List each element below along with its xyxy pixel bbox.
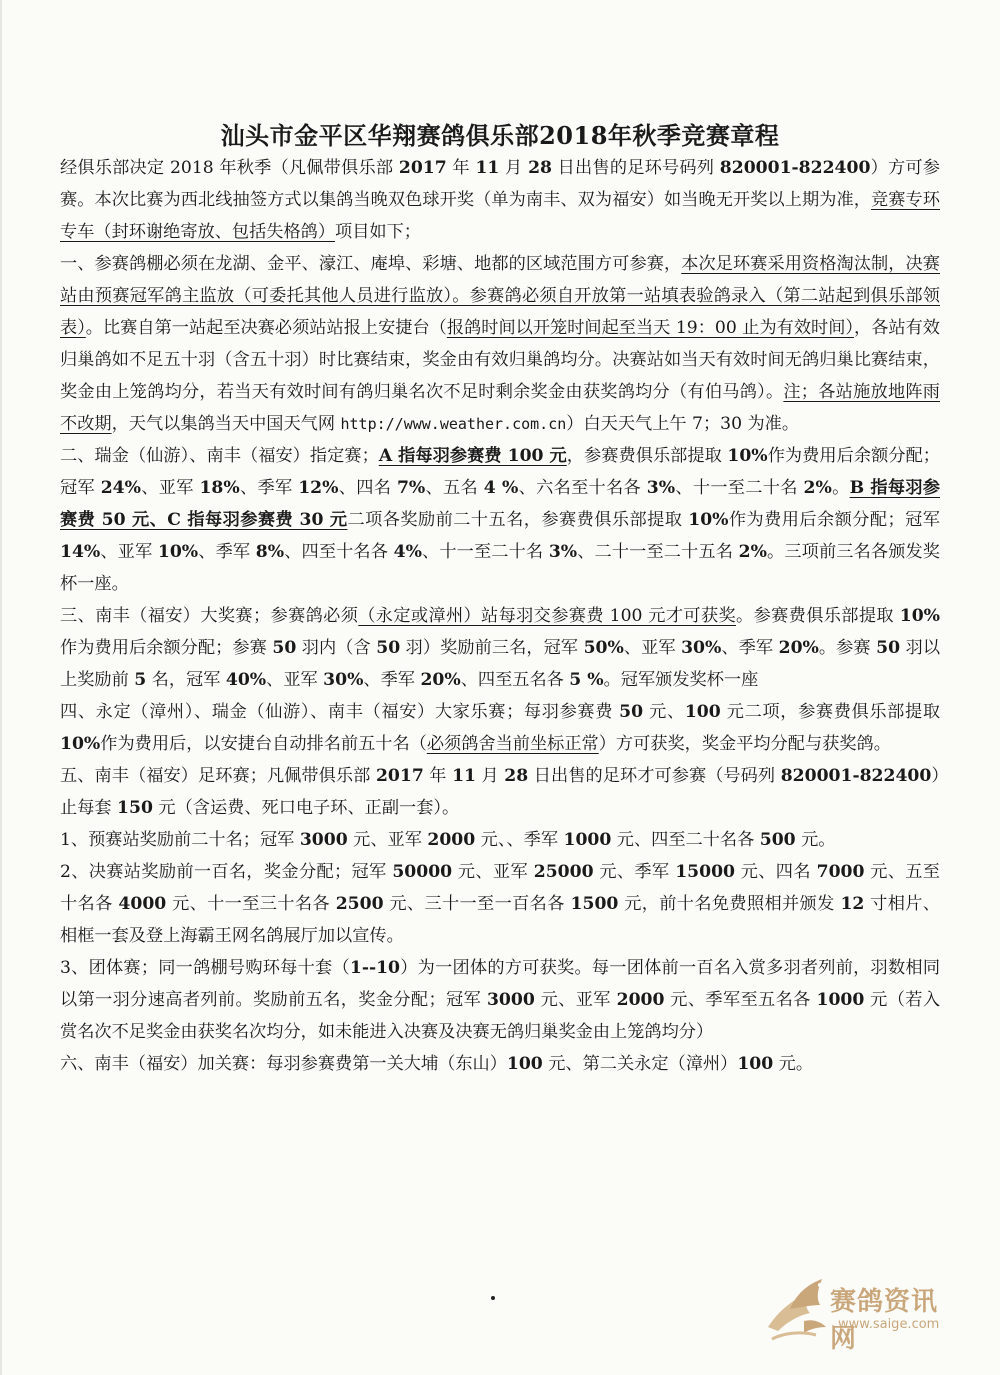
text-run: 一、参赛鸽棚必须在龙湖、金平、濠江、庵埠、彩塘、地都的区域范围方可参赛， [60,254,682,274]
text-run: 元、四至二十名各 [611,830,760,850]
text-run: 2% [803,478,832,498]
text-run: 2000 [427,830,476,850]
text-run: 元、季军 [593,862,676,882]
section-3-paragraph [60,600,940,696]
scan-speck [491,1296,495,1300]
text-run: 820001-822400 [719,158,871,178]
document-body [60,152,940,1080]
text-run: 羽以上奖励前 [60,638,941,690]
section-5-item-2 [60,856,940,952]
text-run: 2、决赛站奖励前一百名，奖金分配；冠军 [60,862,393,882]
text-run: 28 [528,158,552,178]
text-run: ，天气以集鸽当天中国天气网 [111,414,341,434]
text-run: 羽）奖励前三名，冠军 [400,638,584,658]
text-run: 五、南丰（福安）足环赛；凡佩带俱乐部 [60,766,376,786]
section-1-paragraph [60,248,940,440]
text-run: 元、亚军 [452,862,534,882]
text-run: 4 % [483,478,519,498]
text-run: 经俱乐部决定 2018 年秋季（凡佩带俱乐部 [60,158,399,178]
text-run: 30% [681,638,722,658]
text-run: （永定或漳州）站每羽交参赛费 100 元才可获奖 [358,606,737,626]
text-run: 40% [225,670,267,690]
text-run: 10% [899,606,940,626]
text-run: 14% [60,542,101,562]
text-run: 元。 [773,1054,814,1074]
text-run: 15000 [675,862,735,882]
text-run: 2017 [375,766,424,786]
text-run: 28 [504,766,529,786]
text-run: 30% [323,670,364,690]
text-run: 3% [646,478,676,498]
text-run: 50 [619,702,644,722]
text-run: 元、五至十名各 [60,862,940,914]
text-run: ）止每套 [60,766,941,818]
section-4-paragraph [60,696,940,760]
text-run: 1000 [563,830,612,850]
text-run: 5 [134,670,147,690]
text-run: ，各站有效归巢鸽如不足五十羽（含五十羽）时比赛结束，奖金由有效归巢鸽均分。决赛站如当天有效时间无鸽归巢比赛结束，奖金由上笼鸽均分，若当天有效时间有鸽归巢名次不足时剩余奖金由获奖鸽均分（有伯马鸽）。 [60,318,940,402]
text-run: 12% [298,478,339,498]
text-run: 820001-822400 [780,766,932,786]
text-run: 1500 [570,894,619,914]
text-run: 、季军 [198,542,256,562]
text-run: 、十一至二十名 [675,478,804,498]
text-run: 10% [60,734,101,754]
text-run: 、二十一至二十五名 [577,542,739,562]
text-run: 二、瑞金（仙游）、南丰（福安）指定赛； [60,446,379,466]
text-run: 、四至十名各 [284,542,394,562]
text-run: 、季军 [721,638,779,658]
text-run: 3% [548,542,578,562]
text-run: ）方可参赛。本次比赛为西北线抽签方式以集鸽当晚双色球开奖（单为南丰、双为福安）如当晚无开奖以上期为准， [60,158,940,210]
text-run: 。参赛费俱乐部提取 [736,606,900,626]
text-run: 20% [778,638,819,658]
section-5-item-3 [60,952,940,1048]
watermark-url: www.saige.com [838,1317,940,1332]
text-run: 二项各奖励前二十五名，参赛费俱乐部提取 [347,510,689,530]
text-run: 元、季军至五名各 [664,990,817,1010]
text-run: 50% [583,638,624,658]
text-run: 、亚军 [623,638,682,658]
text-run: 3000 [299,830,348,850]
text-run: 8% [255,542,285,562]
text-run: 、五名 [425,478,484,498]
text-run: 四、永定（漳州）、瑞金（仙游）、南丰（福安）大家乐赛；每羽参赛费 [60,702,620,722]
text-run: 元、第二关永定（漳州） [542,1054,738,1074]
text-run: 2017 [398,158,447,178]
text-run: 日出售的足环号码列 [552,158,720,178]
text-run: 50000 [392,862,453,882]
text-run: 元。 [795,830,836,850]
text-run: 注；各站施放地阵雨不改期 [60,382,940,434]
section-5-item-1 [60,824,940,856]
text-run: 3、团体赛；同一鸽棚号购环每十套（ [60,958,350,978]
section-6-paragraph [60,1048,940,1080]
text-run: 、季军 [363,670,421,690]
text-run: 竞赛专环专车（封环谢绝寄放、包括失格鸽） [60,190,940,242]
text-run: 11 [452,766,476,786]
text-run: 元（含运费、死口电子环、正副一套）。 [152,798,460,818]
text-run: 、四名 [338,478,397,498]
text-run: 元（若入赏名次不足奖金由获奖名次均分，如未能进入决赛及决赛无鸽归巢奖金由上笼鸽均分） [60,990,941,1042]
text-run: 年 [423,766,453,786]
text-run: 10% [157,542,199,562]
text-run: B 指每羽参赛费 50 元、C 指每羽参赛费 30 元 [60,478,940,530]
text-run: 4% [393,542,422,562]
text-run: 羽内（含 [296,638,377,658]
text-run: 2500 [335,894,384,914]
text-run: 3000 [486,990,535,1010]
text-run: 100 [506,1054,543,1074]
text-run: 元、三十一至一百名各 [383,894,571,914]
text-run: 11 [475,158,500,178]
text-run: 25000 [533,862,594,882]
text-run: 2000 [616,990,665,1010]
text-run: 元，前十名免费照相并颁发 [618,894,841,914]
text-run: 月 [499,158,529,178]
text-run: ）方可获奖，奖金平均分配与获奖鸽。 [598,734,891,754]
text-run: 、十一至二十名 [421,542,549,562]
text-run: A 指每羽参赛费 100 元 [378,446,567,466]
watermark [760,1269,960,1354]
document-title: 汕头市金平区华翔赛鸽俱乐部2018年秋季竞赛章程 [220,121,780,150]
section-5-paragraph [60,760,940,824]
text-run: 作为费用后余额分配；参赛 [60,638,273,658]
section-2-paragraph [60,440,940,600]
text-run: 。 [831,478,850,498]
text-run: 名，冠军 [146,670,226,690]
text-run: 、亚军 [266,670,324,690]
text-run: 10% [688,510,729,530]
text-run: 1、预赛站奖励前二十名；冠军 [60,830,300,850]
text-run: http://www.weather.com.cn [340,415,567,433]
text-run: 三、南丰（福安）大奖赛；参赛鸽必须 [60,606,359,626]
text-run: 元、亚军 [347,830,428,850]
text-run: 1000 [816,990,865,1010]
text-run: 20% [420,670,461,690]
text-run: 50 [272,638,297,658]
text-run: 。三项前三名各颁发奖杯一座。 [60,542,940,594]
text-run: 元、 [643,702,685,722]
text-run: 日出售的足环才可参赛（号码列 [528,766,781,786]
text-run: 项目如下； [335,222,421,242]
text-run: 、亚军 [140,478,200,498]
text-run: 元、亚军 [534,990,617,1010]
text-run: 150 [117,798,153,818]
text-run: 18% [199,478,240,498]
text-run: 1--10 [349,958,401,978]
watermark-name: 赛鸽资讯网 [830,1287,939,1354]
text-run: 50 [376,638,401,658]
text-run: 本次足环赛采用资格淘汰制，决赛站由预赛冠军鸽主监放（可委托其他人员进行监放）。参赛鸽必须自开放第一站填表验鸽录入（第二站起到俱乐部领表） [60,254,940,338]
text-run: 作为费用后余额分配；冠军 [60,446,940,498]
text-run: 月 [476,766,505,786]
text-run: 元、四名 [734,862,817,882]
text-run: 、亚军 [100,542,158,562]
text-run: 100 [684,702,721,722]
text-run: 六、南丰（福安）加关赛：每羽参赛费第一关大埔（东山） [60,1054,507,1074]
text-run: 7% [396,478,426,498]
text-run: 。冠军颁发奖杯一座 [603,670,759,690]
text-run: 、四至五名各 [460,670,570,690]
text-run: 。参赛 [818,638,877,658]
text-run: 5 % [569,670,604,690]
text-run: 寸相片、相框一套及登上海霸王网名鸽展厅加以宣传。 [60,894,940,946]
text-run: 必须鸽舍当前坐标正常 [426,734,599,754]
text-run: ）为一团体的方可获奖。每一团体前一百名入赏多羽者列前，羽数相同以第一羽分速高者列前。奖励前五名，奖金分配；冠军 [60,958,941,1010]
text-run: 100 [737,1054,774,1074]
text-run: 元二项，参赛费俱乐部提取 [720,702,941,722]
text-run: 元、十一至三十名各 [166,894,336,914]
text-run: 报鸽时间以开笼时间起至当天 19：00 止为有效时间） [446,318,855,338]
text-run: 7000 [816,862,865,882]
text-run: ）白天天气上午 7；30 为准。 [566,414,800,434]
text-run: 作为费用后余额分配；冠军 [728,510,940,530]
text-run: 、季军 [239,478,299,498]
text-run: 2% [738,542,767,562]
text-run: 元、、季军 [475,830,564,850]
text-run: ，参赛费俱乐部提取 [566,446,728,466]
text-run: 、六名至十名各 [518,478,647,498]
text-run: 50 [876,638,901,658]
pigeon-logo-icon [760,1269,840,1349]
text-run: 。比赛自第一站起至决赛必须站站报上安捷台（ [85,318,447,338]
text-run: 500 [759,830,796,850]
intro-paragraph [60,152,940,248]
text-run: 24% [100,478,141,498]
text-run: 作为费用后，以安捷台自动排名前五十名（ [100,734,427,754]
text-run: 10% [727,446,768,466]
text-run: 12 [840,894,865,914]
text-run: 4000 [118,894,167,914]
text-run: 年 [446,158,476,178]
